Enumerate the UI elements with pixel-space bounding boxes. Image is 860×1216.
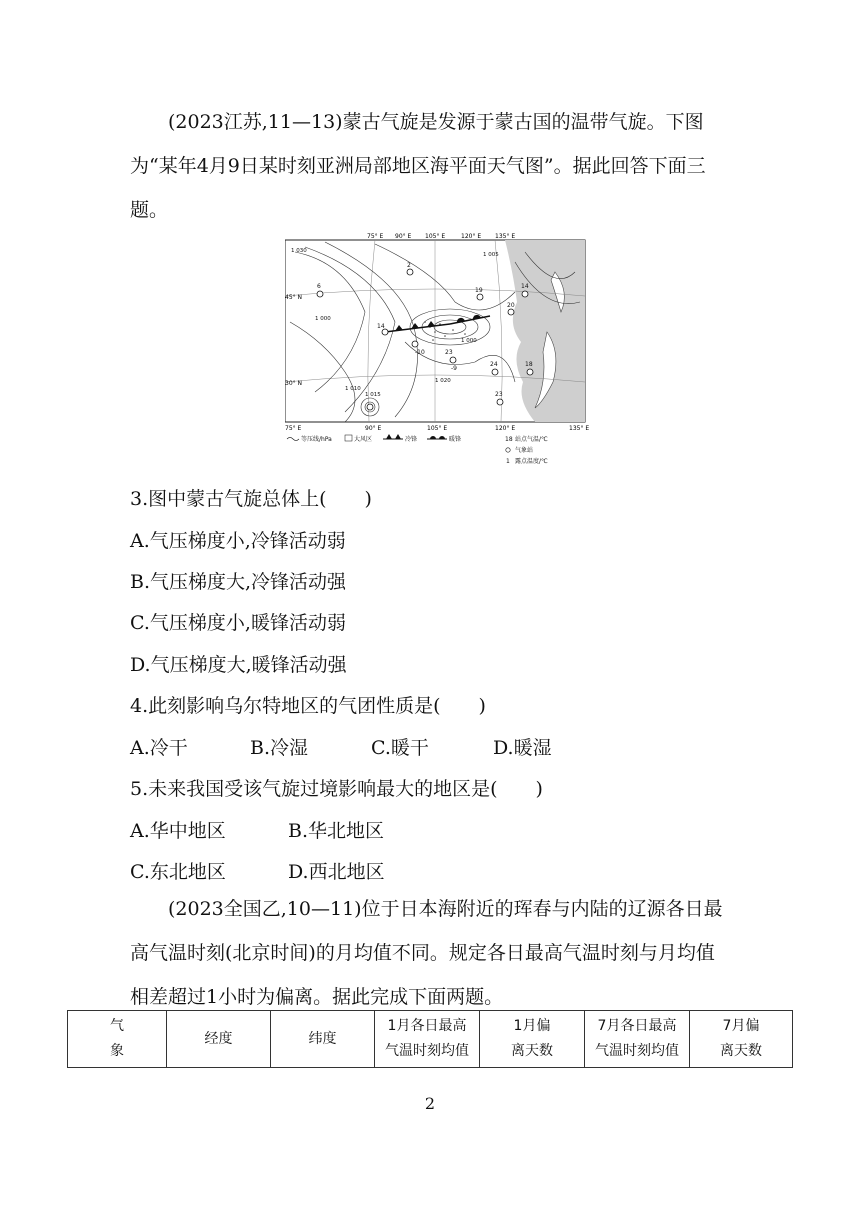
page-number: 2 [424, 1094, 436, 1113]
q5-option-a: A.华中地区 [130, 820, 226, 842]
lat-label: 45° N [285, 294, 303, 301]
svg-text:19: 19 [475, 287, 483, 294]
svg-text:露点温度/℃: 露点温度/℃ [515, 458, 548, 465]
q4-option-c: C.暖干 [371, 737, 429, 759]
isobar-label: 1 020 [435, 378, 451, 384]
svg-text:大风区: 大风区 [354, 436, 373, 443]
table-header-cell: 1月偏 离天数 [480, 1011, 585, 1068]
q5-options-row1 [130, 816, 384, 843]
question-5-stem: 5.未来我国受该气旋过境影响最大的地区是( ) [130, 778, 543, 800]
q4-option-d: D.暖湿 [493, 737, 552, 759]
isobar-label: 1 000 [315, 316, 331, 322]
isobar-label: 1 000 [461, 338, 477, 344]
q3-option-b: B.气压梯度大,冷锋活动强 [130, 571, 347, 593]
isobar-label: 1 010 [345, 386, 361, 392]
isobar-label: 1 015 [365, 392, 381, 398]
lon-label: 90° E [395, 233, 412, 240]
q3-option-c: C.气压梯度小,暖锋活动弱 [130, 612, 346, 634]
lon-label: 105° E [425, 233, 446, 240]
svg-text:23: 23 [495, 391, 503, 398]
q4-options [130, 733, 552, 760]
svg-text:18: 18 [525, 361, 533, 368]
q5-option-b: B.华北地区 [288, 820, 385, 842]
svg-text:-9: -9 [451, 365, 457, 372]
isobar-label: 1 005 [483, 252, 499, 258]
table-header-cell: 7月偏 离天数 [690, 1011, 793, 1068]
table-header-cell: 气 象 [68, 1011, 167, 1068]
svg-text:14: 14 [521, 283, 529, 290]
lon-label: 135° E [495, 233, 516, 240]
q4-option-a: A.冷干 [130, 737, 188, 759]
svg-text:站点气温/℃: 站点气温/℃ [515, 436, 548, 443]
lon-label: 120° E [495, 425, 516, 432]
svg-text:1: 1 [506, 458, 510, 465]
lon-label: 120° E [461, 233, 482, 240]
question-3-stem: 3.图中蒙古气旋总体上( ) [130, 488, 372, 510]
svg-text:23: 23 [445, 349, 453, 356]
lon-label: 135° E [569, 425, 590, 432]
svg-text:24: 24 [490, 361, 498, 368]
svg-text:20: 20 [507, 302, 515, 309]
lon-label: 75° E [367, 233, 384, 240]
svg-text:气象站: 气象站 [515, 447, 534, 454]
q5-option-d: D.西北地区 [288, 861, 385, 883]
q4-option-b: B.冷湿 [250, 737, 309, 759]
q5-options-row2 [130, 857, 385, 884]
svg-text:18: 18 [505, 436, 513, 443]
table-header-row [68, 1011, 793, 1068]
svg-text:冷锋: 冷锋 [405, 436, 418, 443]
intro-paragraph-2: (2023全国乙,10—11)位于日本海附近的珲春与内陆的辽源各日最高气温时刻(北京时间)的月均值不同。规定各日最高气温时刻与月均值相差超过1小时为偏离。据此完成下面两题。 [130, 898, 723, 1008]
svg-text:暖锋: 暖锋 [449, 436, 462, 443]
lon-label: 75° E [285, 425, 302, 432]
weather-map-figure [285, 232, 595, 474]
svg-text:6: 6 [317, 283, 321, 290]
lon-label: 105° E [427, 425, 448, 432]
svg-text:-10: -10 [415, 349, 425, 356]
isobar-label: 1 030 [291, 248, 307, 254]
question-4-stem: 4.此刻影响乌尔特地区的气团性质是( ) [130, 695, 486, 717]
table-header-cell: 纬度 [271, 1011, 375, 1068]
lat-label: 30° N [285, 380, 303, 387]
table-header-cell: 1月各日最高 气温时刻均值 [375, 1011, 480, 1068]
svg-text:等压线/hPa: 等压线/hPa [301, 436, 332, 443]
table-header-cell: 经度 [167, 1011, 271, 1068]
table-header-cell: 7月各日最高 气温时刻均值 [585, 1011, 690, 1068]
svg-text:2: 2 [407, 262, 411, 269]
map-legend [287, 434, 548, 465]
q3-option-d: D.气压梯度大,暖锋活动强 [130, 654, 347, 676]
q5-option-c: C.东北地区 [130, 861, 226, 883]
intro-paragraph-1: (2023江苏,11—13)蒙古气旋是发源于蒙古国的温带气旋。下图为“某年4月9日某时刻亚洲局部地区海平面天气图”。据此回答下面三题。 [130, 111, 706, 221]
lon-label: 90° E [365, 425, 382, 432]
climate-data-table [67, 1010, 793, 1068]
q3-option-a: A.气压梯度小,冷锋活动弱 [130, 530, 346, 552]
svg-text:14: 14 [377, 323, 385, 330]
